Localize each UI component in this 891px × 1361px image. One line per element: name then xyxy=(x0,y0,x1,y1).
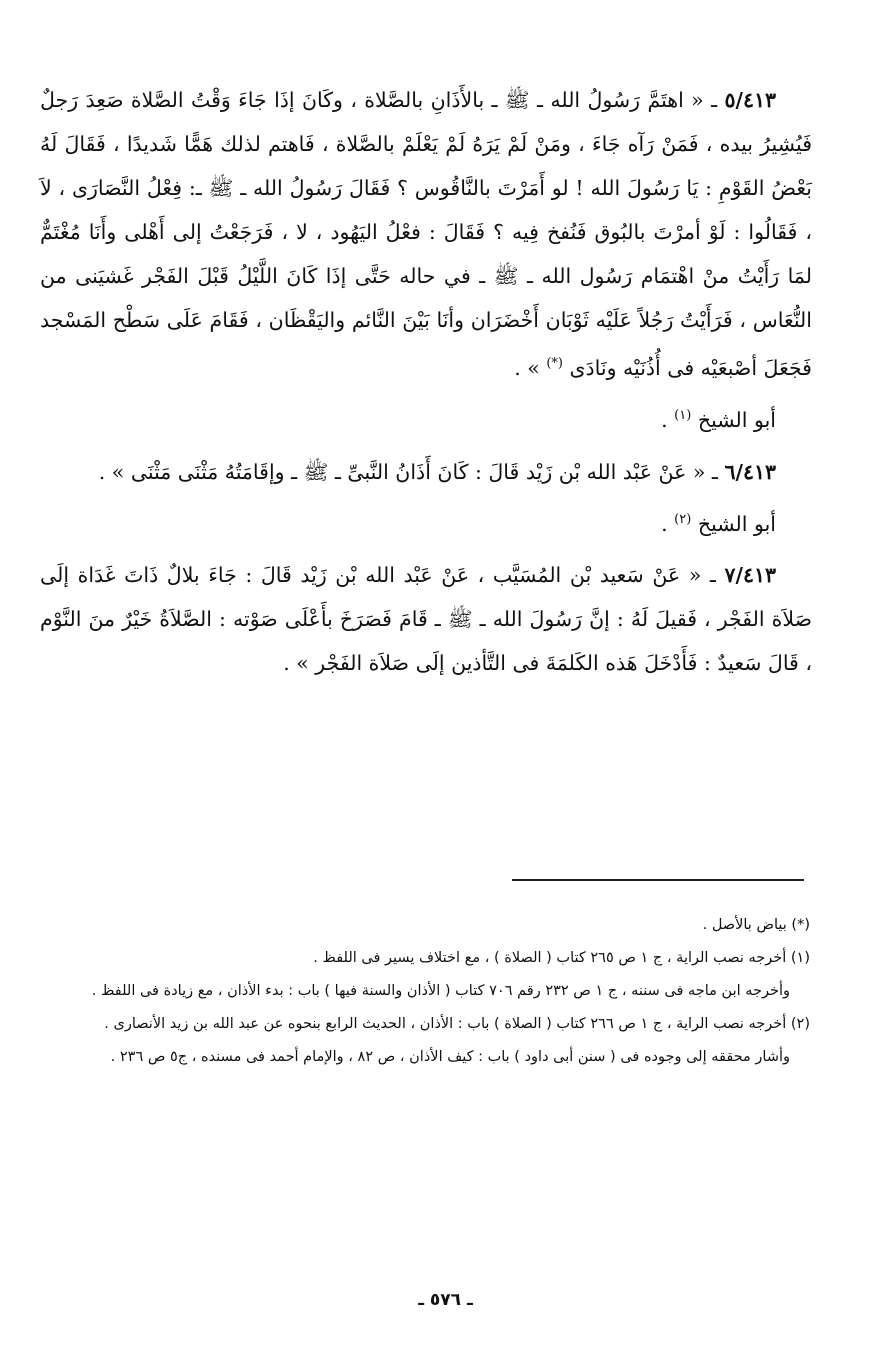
hadith-number: ٧/٤١٣ xyxy=(724,563,776,588)
hadith-source: أبو الشيخ $^{(٢)}$ . xyxy=(661,511,776,536)
footnotes xyxy=(40,910,810,1075)
hadith-source: أبو الشيخ $^{(١)}$ . xyxy=(661,407,776,432)
blank-mark: (*) xyxy=(546,356,563,371)
hadith-text: « عَنْ سَعيد بْن المُسَيَّب ، عَنْ عَبْد الله بْن زَيْد قَالَ : جَاءَ بلالٌ ذَاتَ غَدَاة إلَى صَلاَة الفَجْر ، فَقيلَ لَهُ : إنَّ رَسُولَ الله ـ ﷺ ـ قَامَ فَصَرَخَ بأَعْلَى صَوْته : الصَّلاَةُ خَيْرٌ منَ النَّوْم ، قَالَ سَعيدٌ : فَأَدْخَلَ هَذه الكَلمَةَ فى التَّأذين إلَى صَلاَة الفَجْر xyxy=(40,563,812,676)
footnote-ref: (٢) xyxy=(674,511,692,527)
footnote-separator xyxy=(512,879,804,881)
footnote-2-continued: وأشار محققه إلى وجوده فى ( سنن أبى داود ) باب : كيف الأذان ، ص ٨٢ ، والإمام أحمد فى مسنده ، ج٥ ص ٢٣٦ . xyxy=(110,1049,790,1065)
footnote-blank: (*) بياض بالأصل . xyxy=(702,917,810,933)
hadith-closing: » . xyxy=(283,651,309,676)
footnote-ref: (١) xyxy=(674,407,692,423)
hadith-413-7: ٧/٤١٣ ـ « عَنْ سَعيد بْن المُسَيَّب ، عَنْ عَبْد الله بْن زَيْد قَالَ : جَاءَ بلالٌ ذَاتَ غَدَاة إلَى صَلاَة الفَجْر ، فَقيلَ لَهُ : إنَّ رَسُولَ الله ـ ﷺ ـ قَامَ فَصَرَخَ بأَعْلَى صَوْته : الصَّلاَةُ خَيْرٌ منَ النَّوْم ، قَالَ سَعيدٌ : فَأَدْخَلَ هَذه الكَلمَةَ فى التَّأذين إلَى صَلاَة الفَجْر » . xyxy=(40,563,812,676)
footnote-2: (٢) أخرجه نصب الراية ، ج ١ ص ٢٦٦ كتاب ( الصلاة ) باب : الأذان ، الحديث الرابع بنحوه عن عبد الله بن زيد الأنصارى . xyxy=(104,1016,810,1032)
hadith-number: ٦/٤١٣ xyxy=(724,459,776,484)
hadith-closing: » . xyxy=(514,355,540,380)
hadith-text: « اهتَمَّ رَسُولُ الله ـ ﷺ ـ بالأَذَانِ بالصَّلاة ، وكَانَ إذَا جَاءَ وَقْتُ الصَّلاة صَعِدَ رَجلٌ فَيُشِيرُ بيده ، فَمَنْ رَآه جَاءَ ، ومَنْ لَمْ يَرَهُ لَمْ يَعْلَمْ بالصَّلاة ، فَاهتم لذلك هَمًّا شَديدًا ، فَقَالَ لَهُ بَعْضُ القَوْمِ : يَا رَسُولَ الله ! لو أَمَرْتَ بالنَّاقُوس ؟ فَقَالَ رَسُولُ الله ـ ﷺ ـ: فِعْلُ النَّصَارَى ، لاَ ، فَقَالُوا : لَوْ أمرْتَ بالبُوق فَنُفخ فِيه ؟ فَقَالَ : فعْلُ اليَهُود ، لا ، فَرَجَعْتُ إلى أَهْلى وأَنَا مُغْتَمٌّ لمَا رَأَيْتُ منْ اهْتمَام رَسُول الله ـ ﷺ ـ في حاله حَتَّى إذَا كَانَ اللَّيْلُ قَبْلَ الفَجْر غَشيَنى من النُّعَاس ، فَرَأَيْتُ رَجُلاً عَلَيْه ثَوْبَان أَخْضَرَان وأنَا بَيْنَ النَّائم واليَقْظَان ، فَقَامَ عَلَى سَطْح المَسْجد فَجَعَلَ أصْبعَيْه فى أُذُنَيْه ونَادَى xyxy=(40,88,812,380)
hadith-413-6: ٦/٤١٣ ـ « عَنْ عَبْد الله بْن زَيْد قَالَ : كَانَ أَذَانُ النَّبىِّ ـ ﷺ ـ وإقَامَتُهُ مَثْنَى مَثْنَى » . xyxy=(98,459,776,484)
page-number: ـ ٥٧٦ ـ xyxy=(418,1290,473,1310)
hadith-text: « عَنْ عَبْد الله بْن زَيْد قَالَ : كَانَ أَذَانُ النَّبىِّ ـ ﷺ ـ وإقَامَتُهُ مَثْنَى مَثْنَى xyxy=(130,459,706,484)
footnote-1: (١) أخرجه نصب الراية ، ج ١ ص ٢٦٥ كتاب ( الصلاة ) ، مع اختلاف يسير فى اللفظ . xyxy=(313,950,810,966)
hadith-closing: » . xyxy=(98,459,125,484)
main-text xyxy=(40,78,812,685)
hadith-413-5: ٥/٤١٣ ـ « اهتَمَّ رَسُولُ الله ـ ﷺ ـ بالأَذَانِ بالصَّلاة ، وكَانَ إذَا جَاءَ وَقْتُ الصَّلاة صَعِدَ رَجلٌ فَيُشِيرُ بيده ، فَمَنْ رَآه جَاءَ ، ومَنْ لَمْ يَرَهُ لَمْ يَعْلَمْ بالصَّلاة ، فَاهتم لذلك هَمًّا شَديدًا ، فَقَالَ لَهُ بَعْضُ القَوْمِ : يَا رَسُولَ الله ! لو أَمَرْتَ بالنَّاقُوس ؟ فَقَالَ رَسُولُ الله ـ ﷺ ـ: فِعْلُ النَّصَارَى ، لاَ ، فَقَالُوا : لَوْ أمرْتَ بالبُوق فَنُفخ فِيه ؟ فَقَالَ : فعْلُ اليَهُود ، لا ، فَرَجَعْتُ إلى أَهْلى وأَنَا مُغْتَمٌّ لمَا رَأَيْتُ منْ اهْتمَام رَسُول الله ـ ﷺ ـ في حاله حَتَّى إذَا كَانَ اللَّيْلُ قَبْلَ الفَجْر غَشيَنى من النُّعَاس ، فَرَأَيْتُ رَجُلاً عَلَيْه ثَوْبَان أَخْضَرَان وأنَا بَيْنَ النَّائم واليَقْظَان ، فَقَامَ عَلَى سَطْح المَسْجد فَجَعَلَ أصْبعَيْه فى أُذُنَيْه ونَادَى (*) » . xyxy=(40,88,812,380)
footnote-1-continued: وأخرجه ابن ماجه فى سننه ، ج ١ ص ٢٣٢ رقم ٧٠٦ كتاب ( الأذان والسنة فيها ) باب : بدء الأذان ، مع زيادة فى اللفظ . xyxy=(91,983,790,999)
hadith-number: ٥/٤١٣ xyxy=(724,88,776,112)
